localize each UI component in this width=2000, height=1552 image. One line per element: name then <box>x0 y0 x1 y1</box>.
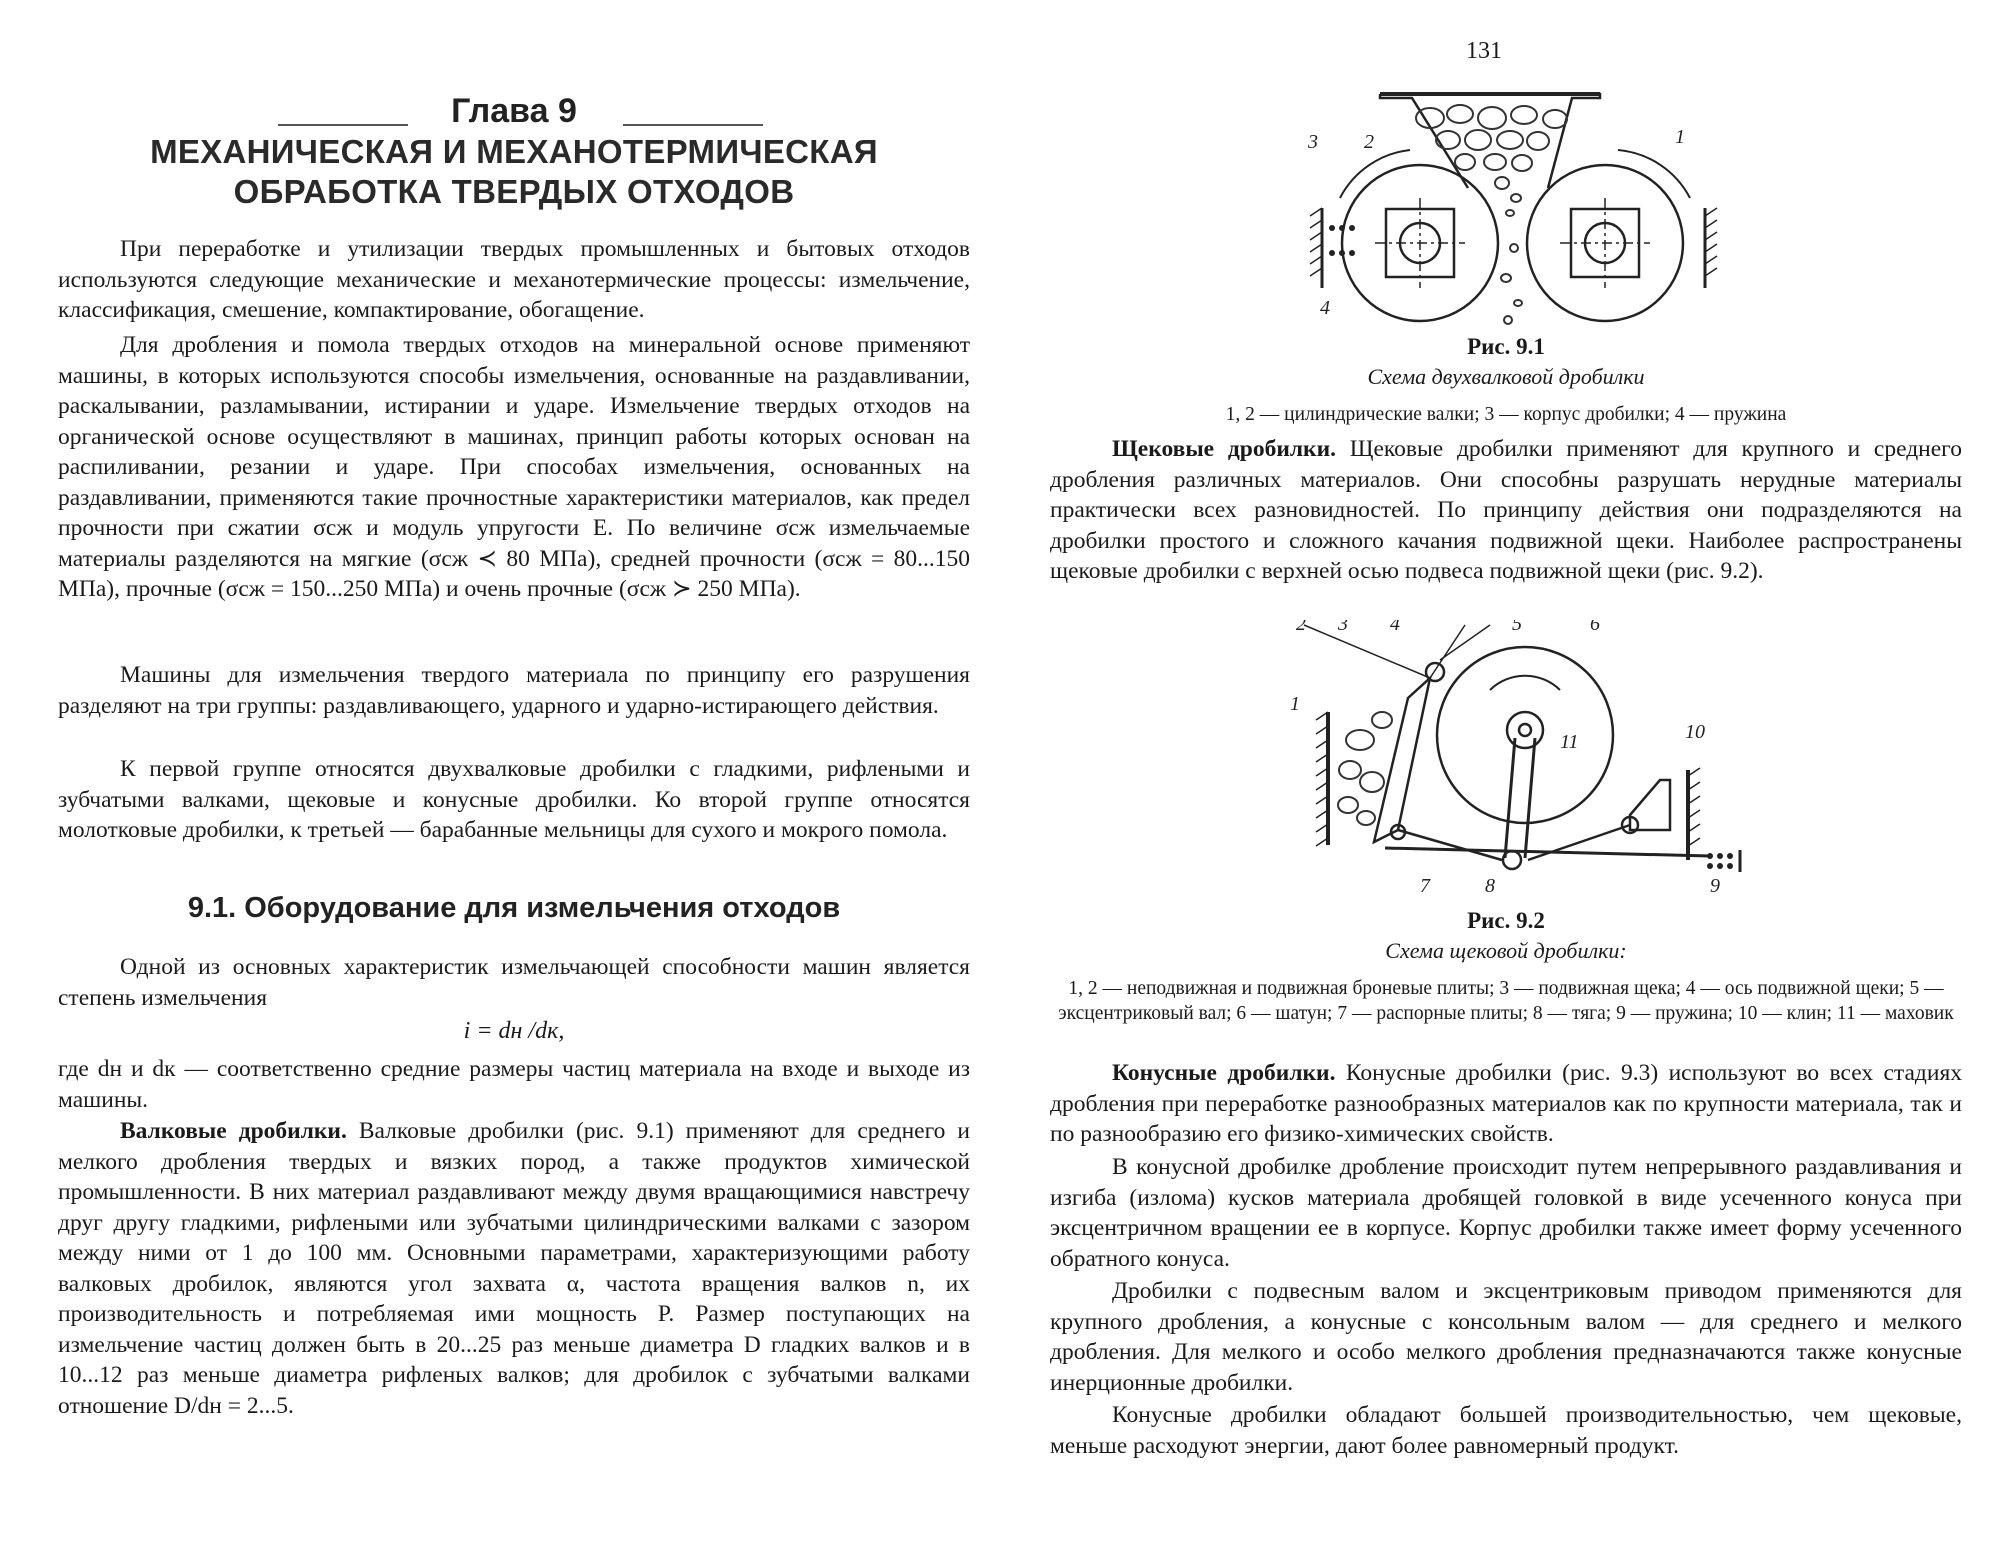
figure-subtitle: Схема щековой дробилки: <box>1385 938 1627 963</box>
jaw-crusher-diagram <box>1290 620 1770 900</box>
fig2-label: 4 <box>1390 620 1400 635</box>
figure-legend: 1, 2 — цилиндрические валки; 3 — корпус дробилки; 4 — пружина <box>1225 404 1787 425</box>
paragraph-text: Валковые дробилки (рис. 9.1) применяют для среднего и мелкого дробления твердых и вязких пород, а также продуктов химической промышленности. В них материал раздавливают между двумя вращающимися навстречу друг другу гладкими, рифлеными или зубчатыми цилиндрическими валками с зазором между ними от 1 до 100 мм. Основными параметрами, характеризующими работу валковых дробилок, являются угол захвата α, частота вращения валков n, их производительность и потребляемая ими мощность P. Размер поступающих на измельчение частиц должен быть в 20...25 раз меньше диаметра D гладких валков и в 10...12 раз меньше диаметра рифленых валков; для дробилок с зубчатыми валками отношение D/dн = 2...5. <box>58 1118 970 1419</box>
fig1-label: 4 <box>1320 297 1330 319</box>
chapter-title <box>58 132 970 212</box>
fig2-label: 8 <box>1485 875 1495 897</box>
paragraph: Дробилки с подвесным валом и эксцентриковым приводом применяются для крупного дробления, а конусные с консольным валом — для среднего и мелкого дробления. Для мелкого и особо мелкого дробления предназначаются также конусные инерционные дробилки. <box>1050 1278 1962 1396</box>
section-heading: 9.1. Оборудование для измельчения отходов <box>187 892 841 924</box>
paragraph <box>58 1116 970 1421</box>
fig2-label: 6 <box>1590 620 1600 635</box>
fig2-label: 7 <box>1420 875 1430 897</box>
figure-subtitle: Схема двухвалковой дробилки <box>1367 364 1645 389</box>
fig2-label: 9 <box>1710 875 1720 897</box>
paragraph: В конусной дробилке дробление происходит путем непрерывного раздавливания и изгиба (излома) кусков материала дробящей головкой в виде усеченного конуса при эксцентричном вращении ее в корпусе. Корпус дробилки также имеет форму усеченного обратного конуса. <box>1050 1154 1962 1272</box>
paragraph-text: Конусные дробилки (рис. 9.3) используют во всех стадиях дробления при переработке разнообразных материалов как по крупности материала, так и по разнообразию его физико-химических свойств. <box>1050 1060 1963 1147</box>
figure-9-2 <box>1290 620 1770 900</box>
paragraph: Для дробления и помола твердых отходов на минеральной основе применяют машины, в которых используются способы измельчения, основанные на раздавливании, раскалывании, разламывании, истирании и ударе. Измельчение твердых отходов на органической основе осуществляют в машинах, принцип работы которых основан на распиливании, резании и ударе. При способах измельчения, основанных на раздавливании, применяются такие прочностные характеристики материалов, как предел прочности при сжатии σсж и модуль упругости E. По величине σсж измельчаемые материалы разделяются на мягкие (σсж ≺ 80 МПа), средней прочности (σсж = 80...150 МПа), прочные (σсж = 150...250 МПа) и очень прочные (σсж ≻ 250 МПа). <box>58 332 970 602</box>
paragraph: При переработке и утилизации твердых промышленных и бытовых отходов используются следующие механические и механотермические процессы: измельчение, классификация, смешение, компактирование, обогащение. <box>58 236 970 323</box>
paragraph-text: Щековые дробилки применяют для крупного и среднего дробления различных материалов. Они способны разрушать нерудные материалы практически всех разновидностей. По принципу действия они подразделяются на дробилки простого и сложного качания подвижной щеки. Наиболее распространены щековые дробилки с верхней осью подвеса подвижной щеки (рис. 9.2). <box>1050 436 1962 584</box>
figure-9-1 <box>1300 88 1740 333</box>
fig1-label: 1 <box>1675 126 1685 148</box>
paragraph: К первой группе относятся двухвалковые дробилки с гладкими, рифлеными и зубчатыми валками, щековые и конусные дробилки. Ко второй группе относятся молотковые дробилки, к третьей — барабанные мельницы для сухого и мокрого помола. <box>58 756 970 843</box>
run-in-heading: Щековые дробилки. <box>1112 436 1336 462</box>
page-number: 131 <box>1466 38 1502 64</box>
chapter-title-line2: ОБРАБОТКА ТВЕРДЫХ ОТХОДОВ <box>233 173 795 210</box>
figure-caption: Рис. 9.1 <box>1467 334 1545 359</box>
fig2-label: 2 <box>1296 620 1306 635</box>
figure-legend: 1, 2 — неподвижная и подвижная броневые плиты; 3 — подвижная щека; 4 — ось подвижной щеки; 5 — эксцентриковый вал; 6 — шатун; 7 — распорные плиты; 8 — тяга; 9 — пружина; 10 — клин; 11 — маховик <box>1058 978 1954 1024</box>
formula: i = dн /dк, <box>463 1018 565 1044</box>
fig2-label: 11 <box>1560 731 1579 753</box>
fig2-label: 5 <box>1512 620 1522 635</box>
double-roll-crusher-diagram <box>1300 88 1740 333</box>
chapter-label: Глава 9 <box>451 92 577 130</box>
chapter-title-line1: МЕХАНИЧЕСКАЯ И МЕХАНОТЕРМИЧЕСКАЯ <box>150 133 878 170</box>
fig2-label: 1 <box>1290 693 1300 715</box>
fig2-label: 3 <box>1338 620 1348 635</box>
paragraph: Машины для измельчения твердого материала по принципу его разрушения разделяют на три группы: раздавливающего, ударного и ударно-истирающего действия. <box>58 662 970 719</box>
run-in-heading: Валковые дробилки. <box>120 1118 347 1144</box>
paragraph: Конусные дробилки обладают большей производительностью, чем щековые, меньше расходуют энергии, дают более равномерный продукт. <box>1050 1402 1962 1459</box>
paragraph <box>1050 1058 1962 1150</box>
fig1-label: 2 <box>1364 131 1374 153</box>
fig2-label: 10 <box>1685 721 1705 743</box>
figure-caption: Рис. 9.2 <box>1467 908 1545 933</box>
paragraph: где dн и dк — соответственно средние размеры частиц материала на входе и выходе из машины. <box>58 1056 970 1113</box>
run-in-heading: Конусные дробилки. <box>1112 1060 1336 1086</box>
paragraph <box>1050 434 1962 587</box>
fig1-label: 3 <box>1308 131 1318 153</box>
paragraph: Одной из основных характеристик измельчающей способности машин является степень измельчения <box>58 954 970 1011</box>
